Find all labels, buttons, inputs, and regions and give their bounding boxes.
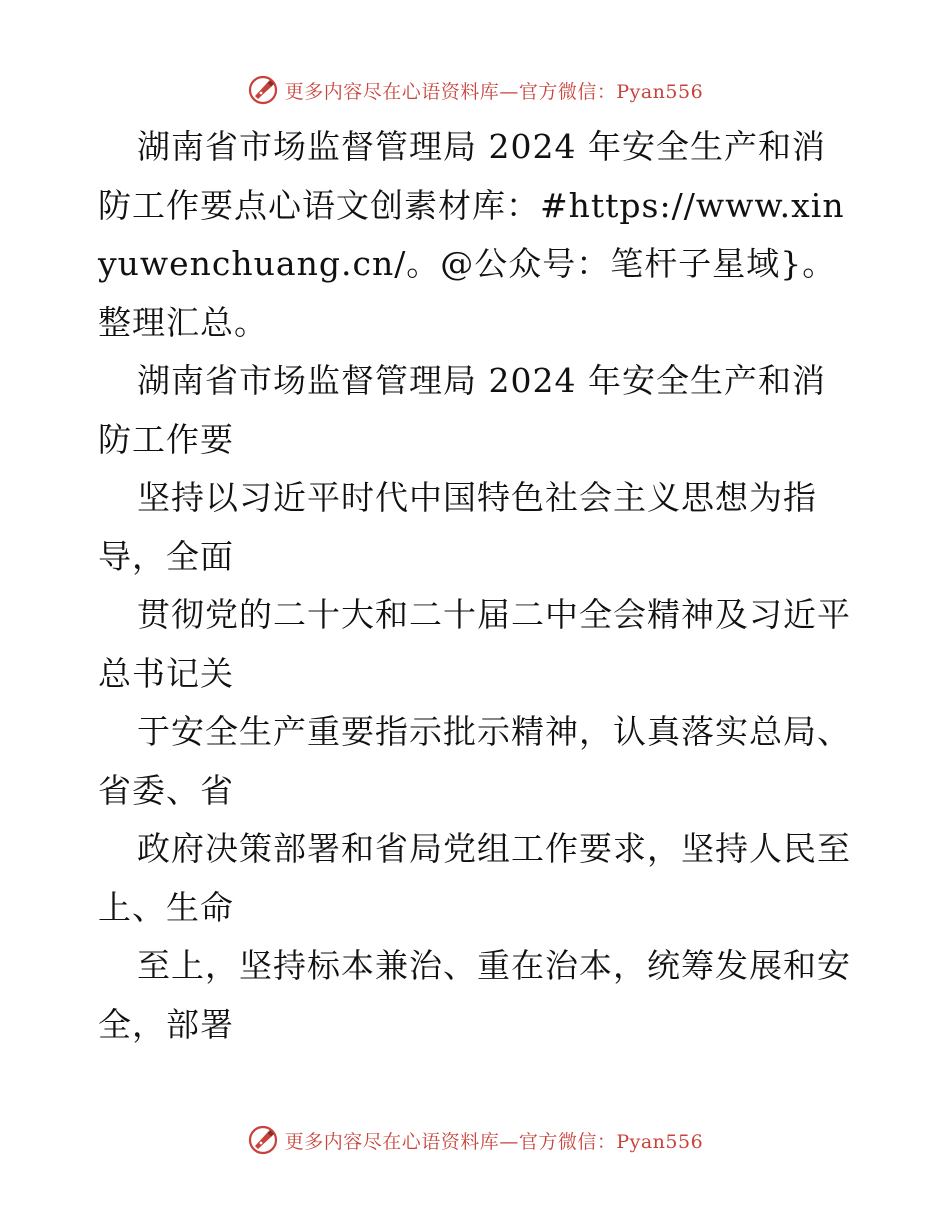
footer-watermark-wechat-id: Pyan556 [616, 1130, 704, 1153]
header-watermark-slogan: 更多内容尽在心语资料库 [284, 80, 500, 103]
header-watermark-wechat-label: 官方微信： [518, 80, 617, 103]
header-watermark-text [285, 77, 703, 104]
paragraph-body-3: 于安全生产重要指示批示精神，认真落实总局、省委、省 [98, 712, 851, 810]
footer-watermark-inner [247, 1124, 703, 1156]
header-watermark-wechat-id: Pyan556 [616, 80, 704, 103]
header-watermark-inner [247, 74, 703, 106]
header-watermark-separator: — [499, 80, 519, 103]
paragraph-body-5: 至上，坚持标本兼治、重在治本，统筹发展和安全，部署 [98, 946, 851, 1044]
pen-nib-logo-icon [247, 1124, 279, 1156]
footer-watermark-separator: — [499, 1130, 519, 1153]
paragraph-body-1: 坚持以习近平时代中国特色社会主义思想为指导，全面 [98, 478, 817, 576]
footer-watermark-wechat-label: 官方微信： [518, 1130, 617, 1153]
header-watermark [0, 70, 950, 110]
footer-watermark [0, 1120, 950, 1160]
footer-watermark-text [285, 1127, 703, 1154]
paragraph-heading: 湖南省市场监督管理局 2024 年安全生产和消防工作要 [98, 361, 826, 459]
paragraph-title-source: 湖南省市场监督管理局 2024 年安全生产和消防工作要点心语文创素材库：#https://www.xinyuwenchuang.cn/。@公众号：笔杆子星域}。整理汇总。 [98, 127, 845, 342]
document-body [98, 118, 858, 1054]
footer-watermark-slogan: 更多内容尽在心语资料库 [284, 1130, 500, 1153]
paragraph-body-2: 贯彻党的二十大和二十届二中全会精神及习近平总书记关 [98, 595, 851, 693]
paragraph-body-4: 政府决策部署和省局党组工作要求，坚持人民至上、生命 [98, 829, 851, 927]
pen-nib-logo-icon [247, 74, 279, 106]
